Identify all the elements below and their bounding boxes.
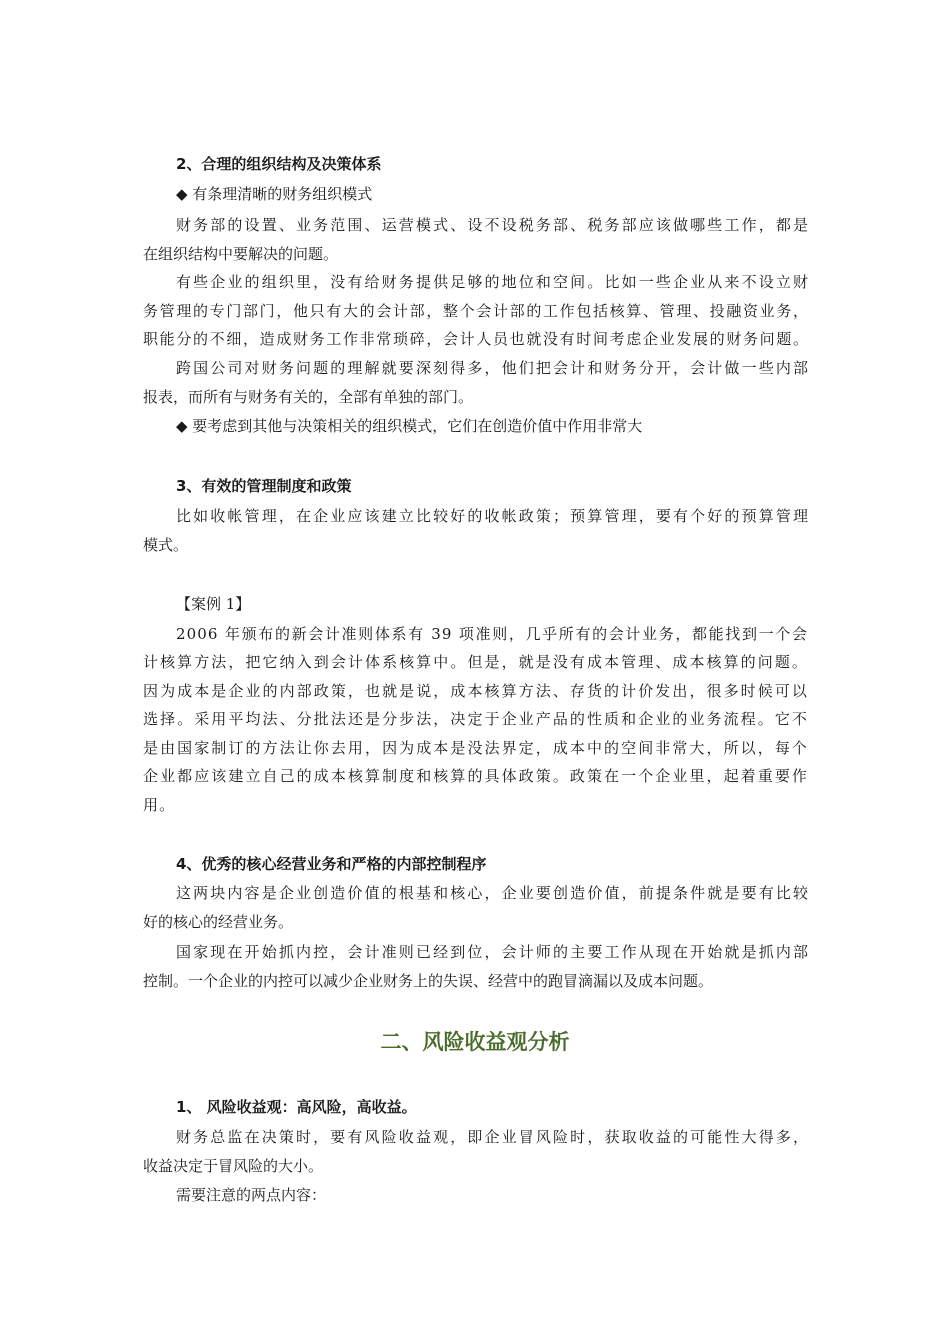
paragraph-line: 有些企业的组织里，没有给财务提供足够的地位和空间。比如一些企业从来不设立财	[176, 273, 808, 291]
section-title-risk-return: 二、风险收益观分析	[380, 1030, 570, 1054]
bullet-finance-org-model: ◆ 有条理清晰的财务组织模式	[176, 185, 373, 203]
paragraph-line: 模式。	[143, 536, 189, 554]
paragraph-line: 控制。一个企业的内控可以减少企业财务上的失误、经营中的跑冒滴漏以及成本问题。	[143, 972, 714, 990]
heading-core-business-control: 4、优秀的核心经营业务和严格的内部控制程序	[176, 855, 487, 873]
case-line: 计核算方法，把它纳入到会计体系核算中。但是，就是没有成本管理、成本核算的问题。	[143, 653, 808, 671]
case-line: 因为成本是企业的内部政策，也就是说，成本核算方法、存货的计价发出，很多时候可以	[143, 682, 808, 700]
bullet-decision-org-model: ◆ 要考虑到其他与决策相关的组织模式，它们在创造价值中作用非常大	[176, 417, 643, 435]
case-line: 2006 年颁布的新会计准则体系有 39 项准则，几乎所有的会计业务，都能找到一个会	[176, 625, 808, 643]
paragraph-line: 财务总监在决策时，要有风险收益观，即企业冒风险时，获取收益的可能性大得多，	[176, 1128, 808, 1146]
paragraph-line: 比如收帐管理，在企业应该建立比较好的收帐政策；预算管理，要有个好的预算管理	[176, 507, 808, 525]
heading-management-policy: 3、有效的管理制度和政策	[176, 477, 352, 495]
paragraph-line: 务管理的专门部门，他只有大的会计部，整个会计部的工作包括核算、管理、投融资业务，	[143, 302, 808, 320]
paragraph-line: 这两块内容是企业创造价值的根基和核心，企业要创造价值，前提条件就是要有比较	[176, 884, 808, 902]
heading-organization-structure: 2、合理的组织结构及决策体系	[176, 155, 382, 173]
paragraph-line: 好的核心的经营业务。	[143, 913, 294, 931]
paragraph-line: 跨国公司对财务问题的理解就要深刻得多，他们把会计和财务分开，会计做一些内部	[176, 359, 808, 377]
paragraph-line: 需要注意的两点内容：	[176, 1186, 327, 1204]
paragraph-line: 报表，而所有与财务有关的，全部有单独的部门。	[143, 388, 474, 406]
paragraph-line: 财务部的设置、业务范围、运营模式、设不设税务部、税务部应该做哪些工作，都是	[176, 216, 808, 234]
case-line: 用。	[143, 796, 176, 814]
case-line: 企业都应该建立自己的成本核算制度和核算的具体政策。政策在一个企业里，起着重要作	[143, 767, 808, 785]
paragraph-line: 在组织结构中要解决的问题。	[143, 245, 339, 263]
paragraph-line: 职能分的不细，造成财务工作非常琐碎，会计人员也就没有时间考虑企业发展的财务问题。	[143, 330, 808, 348]
subheading-risk-return: 1、 风险收益观：高风险，高收益。	[176, 1098, 417, 1116]
paragraph-line: 国家现在开始抓内控，会计准则已经到位，会计师的主要工作从现在开始就是抓内部	[176, 943, 808, 961]
case-line: 是由国家制订的方法让你去用，因为成本是没法界定，成本中的空间非常大，所以，每个	[143, 739, 808, 757]
paragraph-line: 收益决定于冒风险的大小。	[143, 1157, 324, 1175]
case-label: 【案例 1】	[176, 595, 251, 613]
case-line: 选择。采用平均法、分批法还是分步法，决定于企业产品的性质和企业的业务流程。它不	[143, 710, 808, 728]
